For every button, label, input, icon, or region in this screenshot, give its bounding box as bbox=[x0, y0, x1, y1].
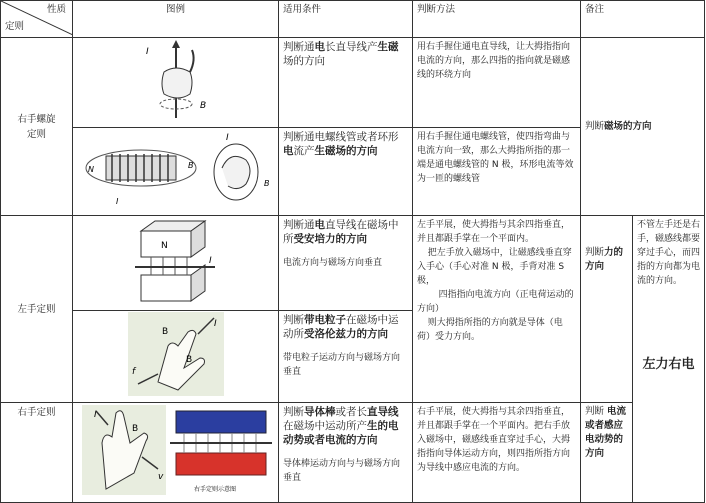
svg-text:I: I bbox=[115, 197, 118, 206]
header-corner-cell bbox=[1, 1, 73, 38]
mnemonic: 左力右电 bbox=[642, 357, 695, 372]
category-right-hand: 右手定则 bbox=[1, 403, 73, 503]
remark-right-hand: 判断 电流或者感应电动势的方向 bbox=[581, 403, 633, 503]
svg-text:f: f bbox=[131, 367, 135, 377]
figure-lorentz bbox=[73, 311, 279, 403]
row-right-hand bbox=[1, 403, 705, 503]
header-row bbox=[1, 1, 705, 38]
left-hand-icon bbox=[128, 312, 224, 396]
condition-ampere-force: 判断通电直导线在磁场中所受安培力的方向 电流方向与磁场方向垂直 bbox=[279, 216, 413, 311]
method-right-hand: 右手平展，使大拇指与其余四指垂直，并且都跟手掌在一个平面内。把右手放入磁场中，磁感线垂直穿过手心，大拇指指向导体运动方向，则四指所指方向为导线中感应电流的方向。 bbox=[413, 403, 581, 503]
figure-ampere-force bbox=[73, 216, 279, 311]
condition-lorentz-sub: 带电粒子运动方向与磁场方向垂直 bbox=[283, 353, 401, 377]
svg-text:v: v bbox=[157, 472, 163, 482]
figure-straight-wire bbox=[73, 38, 279, 128]
category-left-hand: 左手定则 bbox=[1, 216, 73, 403]
svg-text:N: N bbox=[160, 240, 168, 251]
method-straight-wire: 用右手握住通电直导线，让大拇指指向电流的方向，那么四指的指向就是磁感线的环绕方向 bbox=[413, 38, 581, 128]
svg-text:I: I bbox=[208, 255, 212, 266]
magnet-wire-icon bbox=[131, 217, 221, 305]
header-property: 性质 bbox=[46, 4, 66, 15]
svg-text:B: B bbox=[161, 327, 168, 337]
svg-text:I: I bbox=[225, 133, 229, 143]
row-left-hand-force bbox=[1, 216, 705, 311]
extra-note-cell bbox=[633, 216, 705, 503]
figure-caption: 右手定则示意图 bbox=[193, 486, 236, 493]
svg-text:I: I bbox=[145, 47, 149, 57]
right-hand-generator-icon bbox=[76, 403, 276, 497]
extra-note: 不管左手还是右手，磁感线都要穿过手心，而四指的方向都为电流的方向。 bbox=[637, 220, 701, 286]
row-right-screw-straight bbox=[1, 38, 705, 128]
svg-text:I: I bbox=[213, 319, 217, 329]
svg-text:B: B bbox=[199, 101, 206, 111]
svg-text:B: B bbox=[131, 424, 138, 434]
condition-ampere-sub: 电流方向与磁场方向垂直 bbox=[283, 258, 383, 268]
remark-left-hand: 判断力的方向 bbox=[581, 216, 633, 403]
category-right-screw: 右手螺旋定则 bbox=[1, 38, 73, 216]
figure-solenoid bbox=[73, 128, 279, 216]
header-condition: 适用条件 bbox=[279, 1, 413, 38]
condition-right-hand-sub: 导体棒运动方向与与磁场方向垂直 bbox=[283, 459, 401, 483]
condition-right-hand: 判断导体棒或者长直导线在磁场中运动所产生的电动势或者电流的方向 导体棒运动方向与与磁场方向垂直 bbox=[279, 403, 413, 503]
method-left-hand: 左手平展，使大拇指与其余四指垂直，并且都跟手掌在一个平面内。 把左手放入磁场中，让磁感线垂直穿入手心（手心对准 N 极，手背对准 S 极， 四指指向电流方向（正电荷运动的方向） 则大拇指所指的方向就是导体（电荷）受力方向。 bbox=[413, 216, 581, 403]
header-method: 判断方法 bbox=[413, 1, 581, 38]
figure-right-hand bbox=[73, 403, 279, 503]
method-solenoid: 用右手握住通电螺线管，使四指弯曲与电流方向一致，那么大拇指所指的那一端是通电螺线管的 N 极，环形电流等效为一匝的螺线管 bbox=[413, 128, 581, 216]
svg-text:B: B bbox=[187, 161, 193, 170]
solenoid-and-loop-icon bbox=[76, 128, 276, 210]
svg-text:B: B bbox=[185, 355, 192, 365]
condition-lorentz: 判断带电粒子在磁场中运动所受洛伦兹力的方向 带电粒子运动方向与磁场方向垂直 bbox=[279, 311, 413, 403]
remark-right-screw: 判断磁场的方向 bbox=[581, 38, 705, 216]
hand-grip-wire-icon bbox=[136, 38, 216, 122]
svg-text:B: B bbox=[263, 179, 269, 188]
condition-solenoid: 判断通电螺线管或者环形电流产生磁场的方向 bbox=[279, 128, 413, 216]
header-figure: 图例 bbox=[73, 1, 279, 38]
header-note: 备注 bbox=[581, 1, 705, 38]
header-rule: 定则 bbox=[5, 21, 25, 32]
svg-text:I: I bbox=[93, 410, 97, 420]
svg-text:N: N bbox=[87, 165, 94, 174]
condition-straight-wire: 判断通电长直导线产生磁场的方向 bbox=[279, 38, 413, 128]
